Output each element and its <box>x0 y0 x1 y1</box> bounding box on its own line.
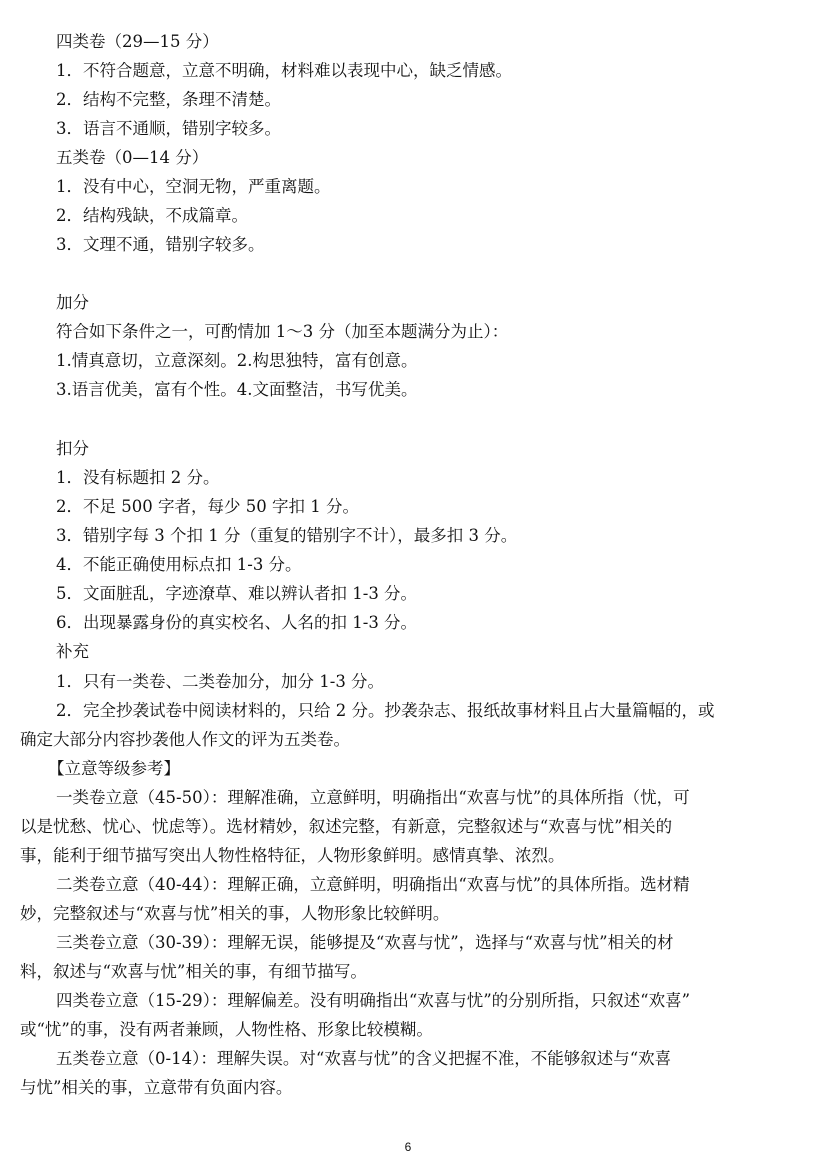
category-4-item: 2．结构不完整，条理不清楚。 <box>56 90 281 109</box>
supplement-item: 1．只有一类卷、二类卷加分，加分 1-3 分。 <box>56 672 385 691</box>
reference-grade-1: 事，能利于细节描写突出人物性格特征，人物形象鲜明。感情真挚、浓烈。 <box>20 846 565 865</box>
supplement-title: 补充 <box>56 642 89 661</box>
deduct-item: 1．没有标题扣 2 分。 <box>56 468 220 487</box>
reference-grade-2: 二类卷立意（40-44）：理解正确，立意鲜明，明确指出“欢喜与忧”的具体所指。选材精 <box>56 875 690 894</box>
reference-grade-3: 料，叙述与“欢喜与忧”相关的事，有细节描写。 <box>20 962 367 981</box>
reference-grade-3: 三类卷立意（30-39）：理解无误，能够提及“欢喜与忧”，选择与“欢喜与忧”相关的材 <box>56 933 674 952</box>
reference-title: 【立意等级参考】 <box>48 759 180 778</box>
reference-grade-2: 妙，完整叙述与“欢喜与忧”相关的事，人物形象比较鲜明。 <box>20 904 450 923</box>
deduct-title: 扣分 <box>56 439 89 458</box>
deduct-item: 5．文面脏乱，字迹潦草、难以辨认者扣 1-3 分。 <box>56 584 418 603</box>
reference-grade-4: 或“忧”的事，没有两者兼顾，人物性格、形象比较模糊。 <box>20 1020 433 1039</box>
category-5-title: 五类卷（0—14 分） <box>56 148 209 167</box>
category-4-item: 1．不符合题意，立意不明确，材料难以表现中心，缺乏情感。 <box>56 61 512 80</box>
reference-grade-1: 一类卷立意（45-50）：理解准确，立意鲜明，明确指出“欢喜与忧”的具体所指（忧，可 <box>56 788 690 807</box>
deduct-item: 4．不能正确使用标点扣 1-3 分。 <box>56 555 302 574</box>
supplement-item: 2．完全抄袭试卷中阅读材料的，只给 2 分。抄袭杂志、报纸故事材料且占大量篇幅的，或 <box>56 701 715 720</box>
deduct-item: 6．出现暴露身份的真实校名、人名的扣 1-3 分。 <box>56 613 418 632</box>
page-number: 6 <box>404 1140 412 1154</box>
reference-grade-1: 以是忧愁、忧心、忧虑等）。选材精妙，叙述完整，有新意，完整叙述与“欢喜与忧”相关的 <box>20 817 673 836</box>
reference-grade-5: 与忧”相关的事，立意带有负面内容。 <box>20 1078 293 1097</box>
category-5-item: 3．文理不通，错别字较多。 <box>56 235 265 254</box>
deduct-item: 3．错别字每 3 个扣 1 分（重复的错别字不计），最多扣 3 分。 <box>56 526 518 545</box>
bonus-item: 3.语言优美，富有个性。4.文面整洁，书写优美。 <box>56 380 418 399</box>
bonus-intro: 符合如下条件之一，可酌情加 1～3 分（加至本题满分为止）： <box>56 322 509 341</box>
bonus-title: 加分 <box>56 293 89 312</box>
category-5-item: 1．没有中心，空洞无物，严重离题。 <box>56 177 331 196</box>
bonus-item: 1.情真意切，立意深刻。2.构思独特，富有创意。 <box>56 351 418 370</box>
category-4-title: 四类卷（29—15 分） <box>56 32 219 51</box>
deduct-item: 2．不足 500 字者，每少 50 字扣 1 分。 <box>56 497 359 516</box>
reference-grade-5: 五类卷立意（0-14）：理解失误。对“欢喜与忧”的含义把握不准，不能够叙述与“欢喜 <box>56 1049 672 1068</box>
reference-grade-4: 四类卷立意（15-29）：理解偏差。没有明确指出“欢喜与忧”的分别所指，只叙述“欢喜” <box>56 991 691 1010</box>
category-5-item: 2．结构残缺，不成篇章。 <box>56 206 248 225</box>
category-4-item: 3．语言不通顺，错别字较多。 <box>56 119 281 138</box>
supplement-item-continuation: 确定大部分内容抄袭他人作文的评为五类卷。 <box>20 730 350 749</box>
